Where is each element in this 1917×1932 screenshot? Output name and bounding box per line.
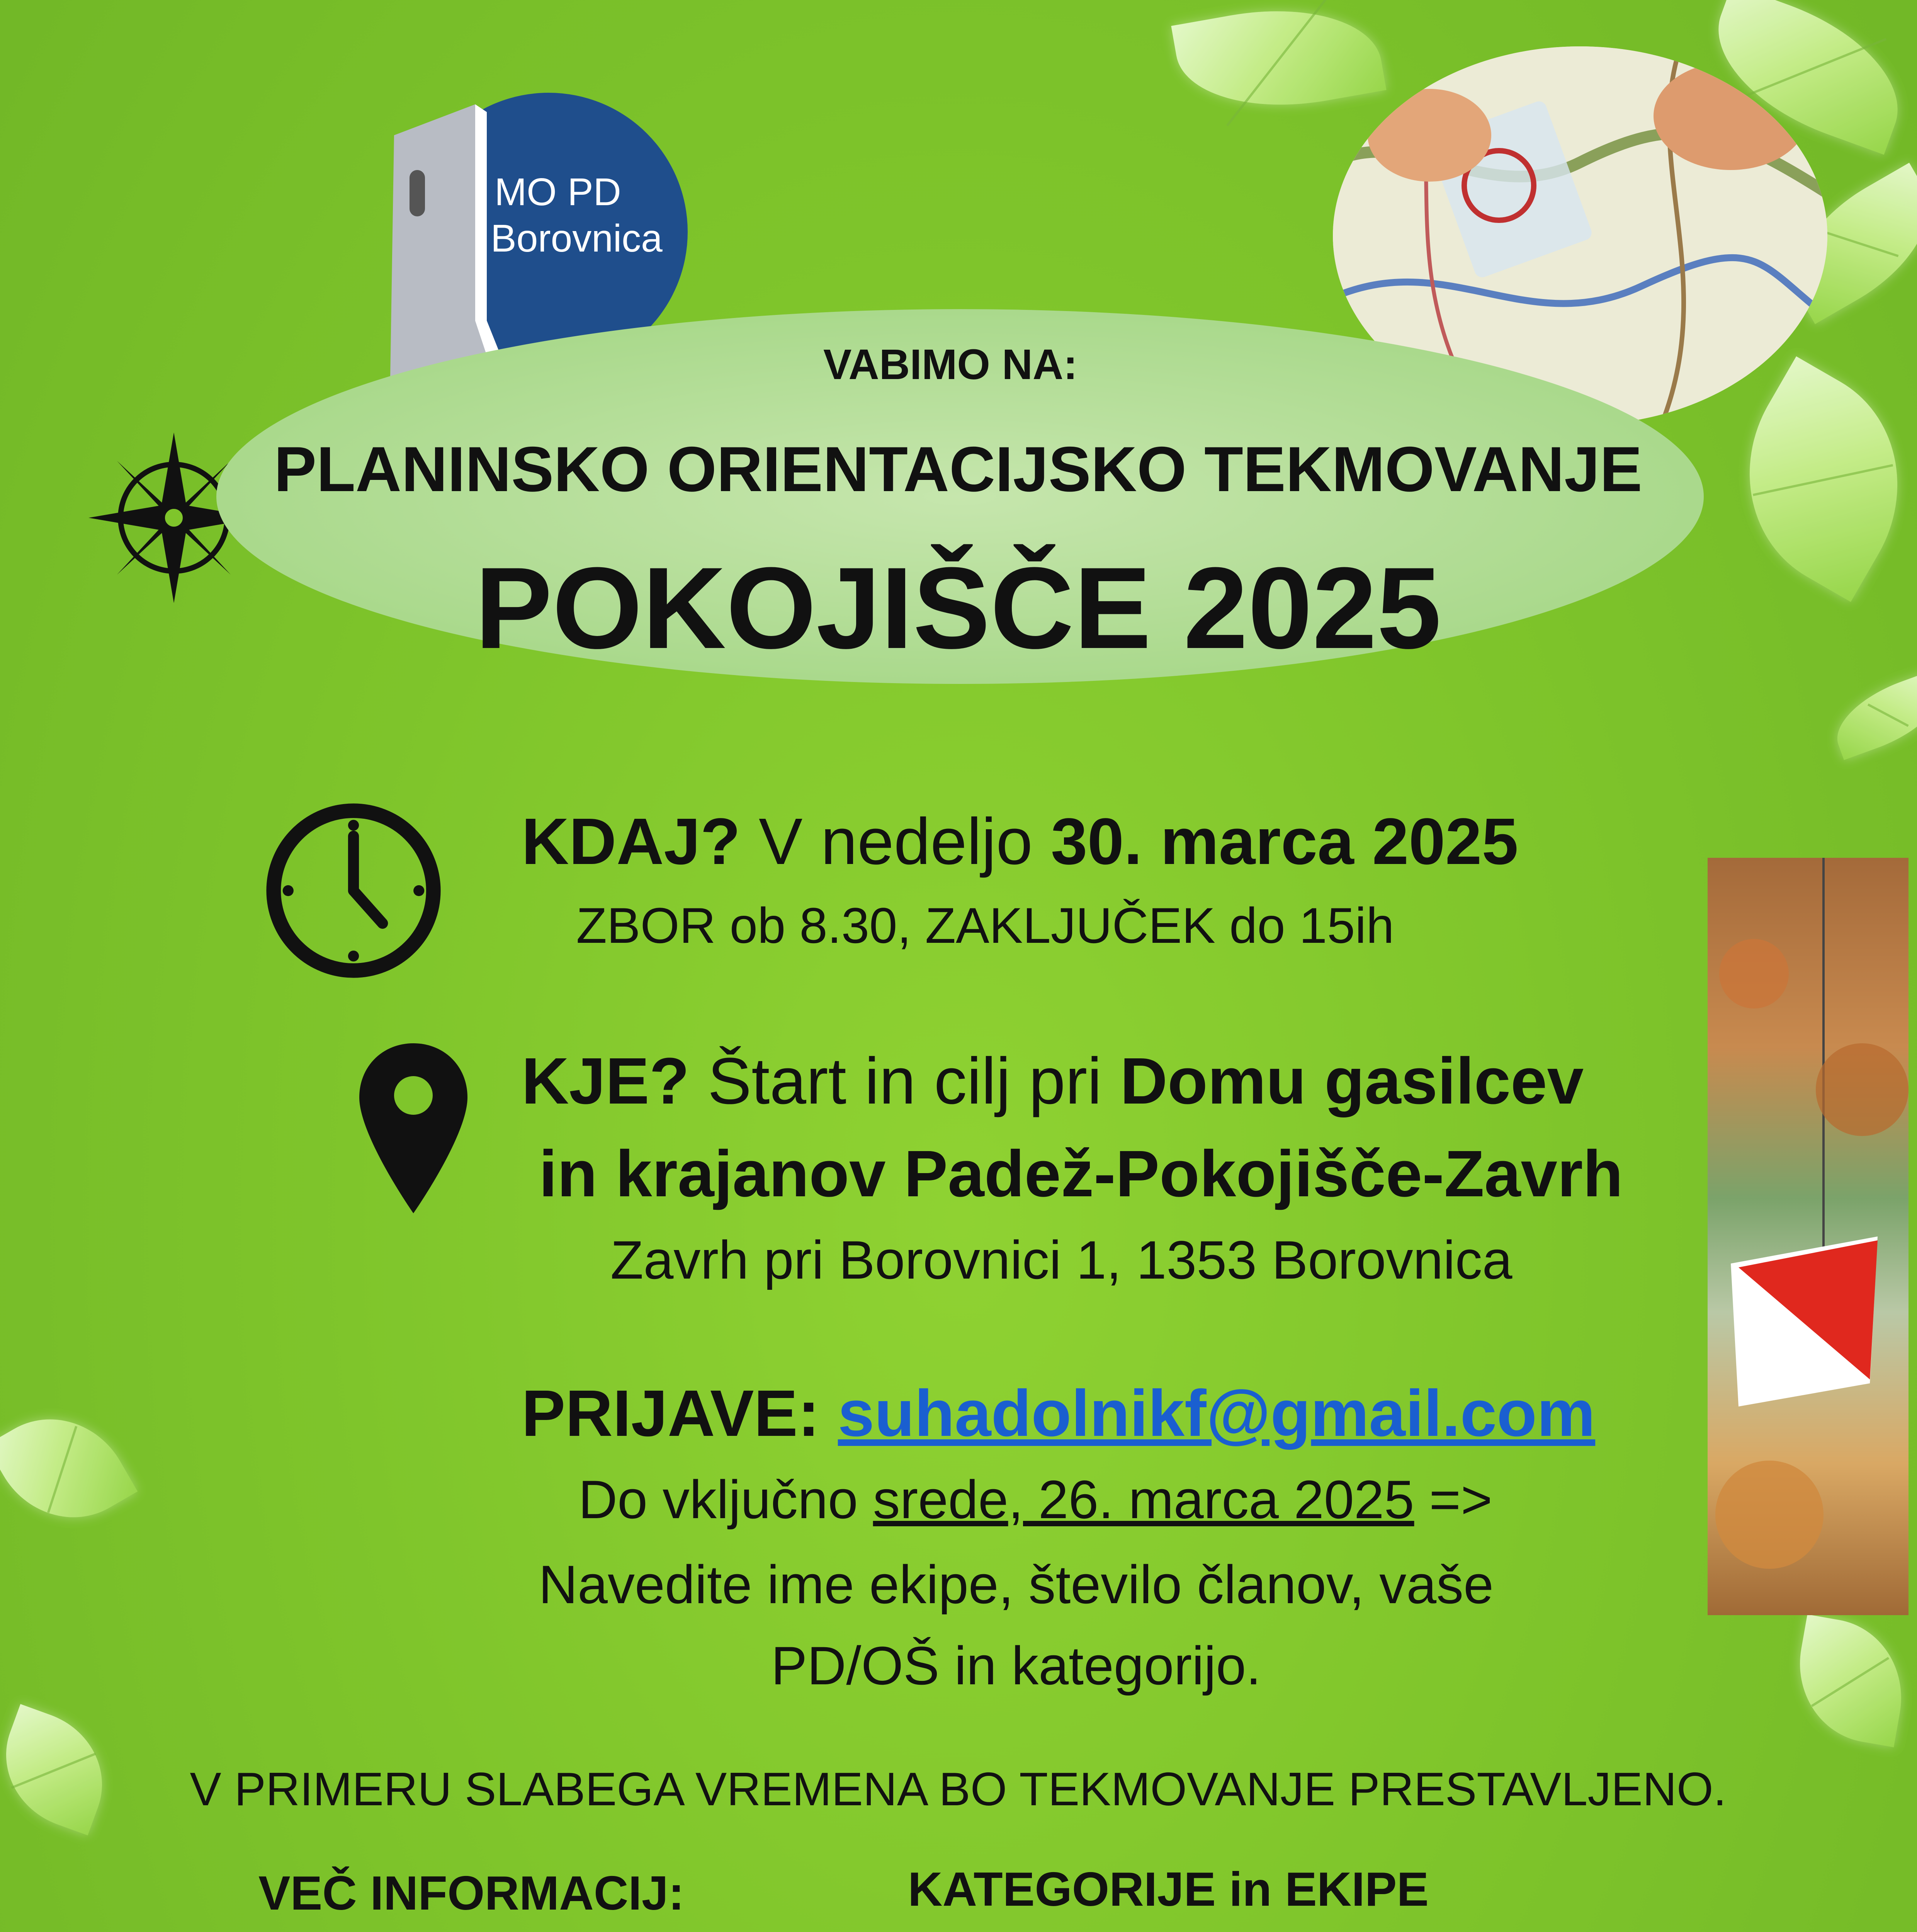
when-date: 30. marca 2025 xyxy=(1051,805,1518,878)
flag-brand: SILVA xyxy=(1799,1248,1856,1279)
deadline-suffix: => xyxy=(1414,1469,1492,1530)
event-title: POKOJIŠČE 2025 xyxy=(475,543,1441,673)
where-label: KJE? xyxy=(522,1044,690,1118)
where-line1 xyxy=(522,1043,1642,1119)
when-text: V nedeljo xyxy=(740,805,1051,878)
clock-icon xyxy=(263,800,444,981)
registration-label: PRIJAVE: xyxy=(522,1377,820,1450)
registration-email-link[interactable]: suhadolnikf@gmail.com xyxy=(838,1377,1596,1450)
categories-heading: KATEGORIJE in EKIPE xyxy=(908,1863,1429,1916)
logo-text-line2: Borovnica xyxy=(491,217,663,260)
event-subtitle: PLANINSKO ORIENTACIJSKO TEKMOVANJE xyxy=(274,434,1642,505)
deadline-date: srede, 26. marca 2025 xyxy=(873,1469,1414,1530)
leaf-decoration xyxy=(1787,1614,1914,1747)
where-venue1: Domu gasilcev xyxy=(1120,1044,1584,1118)
location-pin-icon xyxy=(355,1039,471,1217)
weather-note: V PRIMERU SLABEGA VREMENA BO TEKMOVANJE PRESTAVLJENO. xyxy=(190,1763,1727,1815)
leaf-decoration xyxy=(1825,670,1917,760)
registration-line xyxy=(522,1376,1681,1451)
when-label: KDAJ? xyxy=(522,805,741,878)
logo-text-line1: MO PD xyxy=(495,170,621,214)
leaf-decoration xyxy=(1171,0,1386,125)
control-flag-photo xyxy=(1708,858,1909,1615)
leaf-decoration xyxy=(0,1391,138,1546)
registration-instructions-2: PD/OŠ in kategorijo. xyxy=(771,1635,1261,1696)
where-venue2: in krajanov Padež-Pokojišče-Zavrh xyxy=(539,1137,1623,1211)
invite-heading: VABIMO NA: xyxy=(823,341,1077,388)
registration-deadline xyxy=(495,1468,1576,1531)
where-text: Štart in cilj pri xyxy=(689,1044,1120,1118)
info-contact-name xyxy=(116,1928,827,1932)
info-heading: VEČ INFORMACIJ: xyxy=(258,1867,685,1920)
when-line xyxy=(522,804,1603,879)
where-address: Zavrh pri Borovnici 1, 1353 Borovnica xyxy=(610,1230,1513,1290)
registration-instructions-1: Navedite ime ekipe, število članov, vaše xyxy=(539,1554,1494,1615)
flag-illustration xyxy=(1708,858,1909,1615)
when-times: ZBOR ob 8.30, ZAKLJUČEK do 15ih xyxy=(576,897,1394,954)
deadline-prefix: Do vključno xyxy=(578,1469,873,1530)
leaf-decoration xyxy=(1703,356,1917,602)
